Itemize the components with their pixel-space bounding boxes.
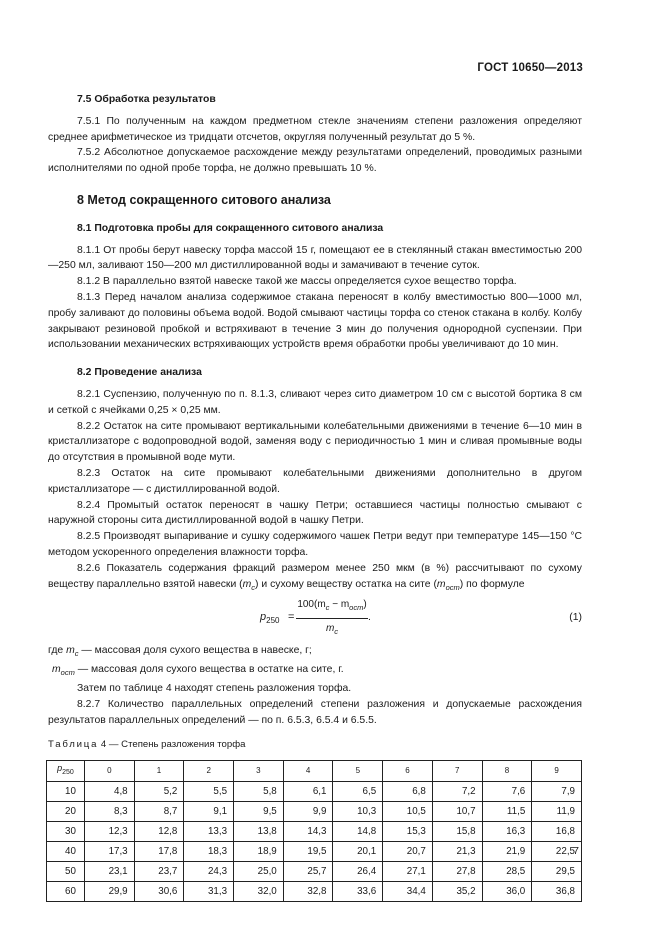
- paragraph-8-1-3: 8.1.3 Перед началом анализа содержимое стакана переносят в колбу вместимостью 800—1000 мл, пробу заливают до половины объема водой. Водой смывают частицы торфа со стенок стакана в колбу. Колбу закрывают резиновой пробкой и встряхивают в течение 3 мин до получения однородной суспензии. При использовании механических встряхивающих устройств время обработки пробы увеличивают до 10 мин.: [48, 291, 582, 351]
- document-standard-number: ГОСТ 10650—2013: [477, 62, 583, 74]
- table-cell: 35,2: [432, 881, 482, 901]
- table-cell: 33,6: [333, 881, 383, 901]
- table-cell: 27,8: [432, 861, 482, 881]
- table-cell: 25,7: [283, 861, 333, 881]
- table-row-header: 50: [47, 861, 85, 881]
- table-cell: 8,3: [84, 801, 134, 821]
- table-cell: 30,6: [134, 881, 184, 901]
- table-cell: 36,0: [482, 881, 532, 901]
- table-row: [47, 841, 582, 861]
- table-cell: 12,3: [84, 821, 134, 841]
- table-cell: 10,7: [432, 801, 482, 821]
- table-cell: 26,4: [333, 861, 383, 881]
- table-cell: 5,5: [184, 781, 234, 801]
- table-cell: 23,7: [134, 861, 184, 881]
- table-cell: 18,9: [234, 841, 284, 861]
- table-cell: 32,8: [283, 881, 333, 901]
- formula-denominator: $m_c$: [325, 623, 339, 637]
- paragraph-8-2-5: 8.2.5 Производят выпаривание и сушку содержимого чашек Петри ведут при температуре 145—150 °С методом ускоренного определения влажности торфа.: [48, 531, 582, 558]
- definition-m-ost: $m_{ост}$ — массовая доля сухого вещества в остатке на сите, г.: [52, 664, 344, 678]
- table-cell: 15,3: [383, 821, 433, 841]
- table-column-header: 9: [532, 761, 582, 782]
- table-header-row: [47, 761, 582, 782]
- table-column-header: 8: [482, 761, 532, 782]
- table-row-header: 20: [47, 801, 85, 821]
- table-cell: 7,6: [482, 781, 532, 801]
- paragraph-7-5-2: 7.5.2 Абсолютное допускаемое расхождение между результатами определений, проводимых разными исполнителями по одной пробе торфа, не должно превышать 10 %.: [48, 147, 582, 175]
- table-cell: 34,4: [383, 881, 433, 901]
- definition-m-c: где $m_c$ — массовая доля сухого вещества в навеске, г;: [48, 645, 312, 659]
- paragraph-8-1-2: 8.1.2 В параллельно взятой навеске такой же массы определяется сухое вещество торфа.: [77, 276, 517, 288]
- table-cell: 5,8: [234, 781, 284, 801]
- table-cell: 4,8: [84, 781, 134, 801]
- table-cell: 9,9: [283, 801, 333, 821]
- table-row: [47, 821, 582, 841]
- paragraph-table-reference: Затем по таблице 4 находят степень разложения торфа.: [77, 683, 352, 695]
- table-row-header: 10: [47, 781, 85, 801]
- table-cell: 21,9: [482, 841, 532, 861]
- section-8-1-title: 8.1 Подготовка пробы для сокращенного ситового анализа: [77, 222, 384, 234]
- table-cell: 27,1: [383, 861, 433, 881]
- table-cell: 20,7: [383, 841, 433, 861]
- table-cell: 17,8: [134, 841, 184, 861]
- paragraph-8-2-7: 8.2.7 Количество параллельных определений степени разложения и допускаемые расхождения результатов параллельных определений — по п. 6.5.3, 6.5.4 и 6.5.5.: [48, 698, 582, 726]
- table-cell: 5,2: [134, 781, 184, 801]
- paragraph-8-2-6: 8.2.6 Показатель содержания фракций размером менее 250 мкм (в %) рассчитывают по сухому веществу параллельно взятой навески $(m_c)$ и сухому веществу остатка на сите $(m_{ост})$ по формуле: [48, 562, 582, 592]
- paragraph-8-2-2: 8.2.2 Остаток на сите промывают вертикальными колебательными движениями в течение 6—10 мин в кристаллизаторе с водопроводной водой, заменяя воду с периодичностью 1 мин и сливая промывные воды до отсутствия в промывной воде мути.: [48, 420, 582, 464]
- table-cell: 17,3: [84, 841, 134, 861]
- table-4-caption: Таблица 4 — Степень разложения торфа: [48, 738, 246, 750]
- table-cell: 13,8: [234, 821, 284, 841]
- table-cell: 16,3: [482, 821, 532, 841]
- table-row-header: 30: [47, 821, 85, 841]
- table-cell: 7,9: [532, 781, 582, 801]
- table-column-header: 2: [184, 761, 234, 782]
- table-column-header: 7: [432, 761, 482, 782]
- table-cell: 29,9: [84, 881, 134, 901]
- table-cell: 11,5: [482, 801, 532, 821]
- table-column-header: 3: [234, 761, 284, 782]
- paragraph-8-1-1: 8.1.1 От пробы берут навеску торфа массой 15 г, помещают ее в стеклянный стакан вместимостью 200—250 мл, заливают 150—200 мл дистиллированной воды и замачивают в течение суток.: [48, 244, 582, 272]
- table-cell: 9,5: [234, 801, 284, 821]
- formula-equals-sign: =: [288, 611, 295, 624]
- formula-1: $p_{250}$ = $100(m_c - m_{ост})$ $m_c$ . (1): [48, 597, 582, 643]
- table-cell: 23,1: [84, 861, 134, 881]
- formula-numerator: $100(m_c - m_{ост})$: [296, 597, 368, 619]
- table-cell: 6,8: [383, 781, 433, 801]
- table-cell: 21,3: [432, 841, 482, 861]
- table-cell: 13,3: [184, 821, 234, 841]
- table-cell: 14,3: [283, 821, 333, 841]
- paragraph-8-2-3: 8.2.3 Остаток на сите промывают колебательными движениями дополнительно в другом кристаллизаторе — с дистиллированной водой.: [48, 467, 582, 495]
- formula-fraction: [296, 597, 368, 640]
- table-cell: 10,3: [333, 801, 383, 821]
- table-cell: 8,7: [134, 801, 184, 821]
- table-cell: 24,3: [184, 861, 234, 881]
- table-cell: 6,1: [283, 781, 333, 801]
- table-column-header: 6: [383, 761, 433, 782]
- table-cell: 7,2: [432, 781, 482, 801]
- table-cell: 29,5: [532, 861, 582, 881]
- table-cell: 22,5: [532, 841, 582, 861]
- table-row-header: 40: [47, 841, 85, 861]
- formula-lhs: $p_{250}$: [260, 611, 280, 626]
- table-row: [47, 781, 582, 801]
- table-column-header: 4: [283, 761, 333, 782]
- table-cell: 28,5: [482, 861, 532, 881]
- table-column-header: 0: [84, 761, 134, 782]
- formula-number: (1): [569, 612, 582, 624]
- table-cell: 6,5: [333, 781, 383, 801]
- decomposition-degree-table: [46, 760, 582, 902]
- table-cell: 10,5: [383, 801, 433, 821]
- table-cell: 19,5: [283, 841, 333, 861]
- section-8-2-title: 8.2 Проведение анализа: [77, 367, 202, 379]
- table-column-header: 5: [333, 761, 383, 782]
- table-cell: 25,0: [234, 861, 284, 881]
- table-cell: 16,8: [532, 821, 582, 841]
- page-number: 7: [573, 845, 579, 857]
- table-cell: 31,3: [184, 881, 234, 901]
- paragraph-7-5-1: 7.5.1 По полученным на каждом предметном стекле значениям степени разложения определяют среднее арифметическое из тридцати отсчетов, округляя полученный результат до 5 %.: [48, 115, 582, 143]
- table-row-header: 60: [47, 881, 85, 901]
- paragraph-8-2-1: 8.2.1 Суспензию, полученную по п. 8.1.3, сливают через сито диаметром 10 см с высотой бортика 8 см и сеткой с ячейками 0,25 × 0,25 мм.: [48, 388, 582, 416]
- table-cell: 14,8: [333, 821, 383, 841]
- page-content: [48, 92, 582, 902]
- table-corner-cell: $p_{250}$: [47, 761, 85, 782]
- table-cell: 20,1: [333, 841, 383, 861]
- table-cell: 36,8: [532, 881, 582, 901]
- table-cell: 12,8: [134, 821, 184, 841]
- paragraph-8-2-4: 8.2.4 Промытый остаток переносят в чашку Петри; оставшиеся частицы полностью смывают с наружной стороны сита дистиллированной водой в чашку Петри.: [48, 499, 582, 527]
- section-7-5-title: 7.5 Обработка результатов: [77, 94, 216, 105]
- table-cell: 18,3: [184, 841, 234, 861]
- table-row: [47, 881, 582, 901]
- table-cell: 9,1: [184, 801, 234, 821]
- table-cell: 32,0: [234, 881, 284, 901]
- table-cell: 15,8: [432, 821, 482, 841]
- section-8-title: 8 Метод сокращенного ситового анализа: [77, 192, 331, 207]
- table-column-header: 1: [134, 761, 184, 782]
- table-cell: 11,9: [532, 801, 582, 821]
- table-row: [47, 801, 582, 821]
- table-row: [47, 861, 582, 881]
